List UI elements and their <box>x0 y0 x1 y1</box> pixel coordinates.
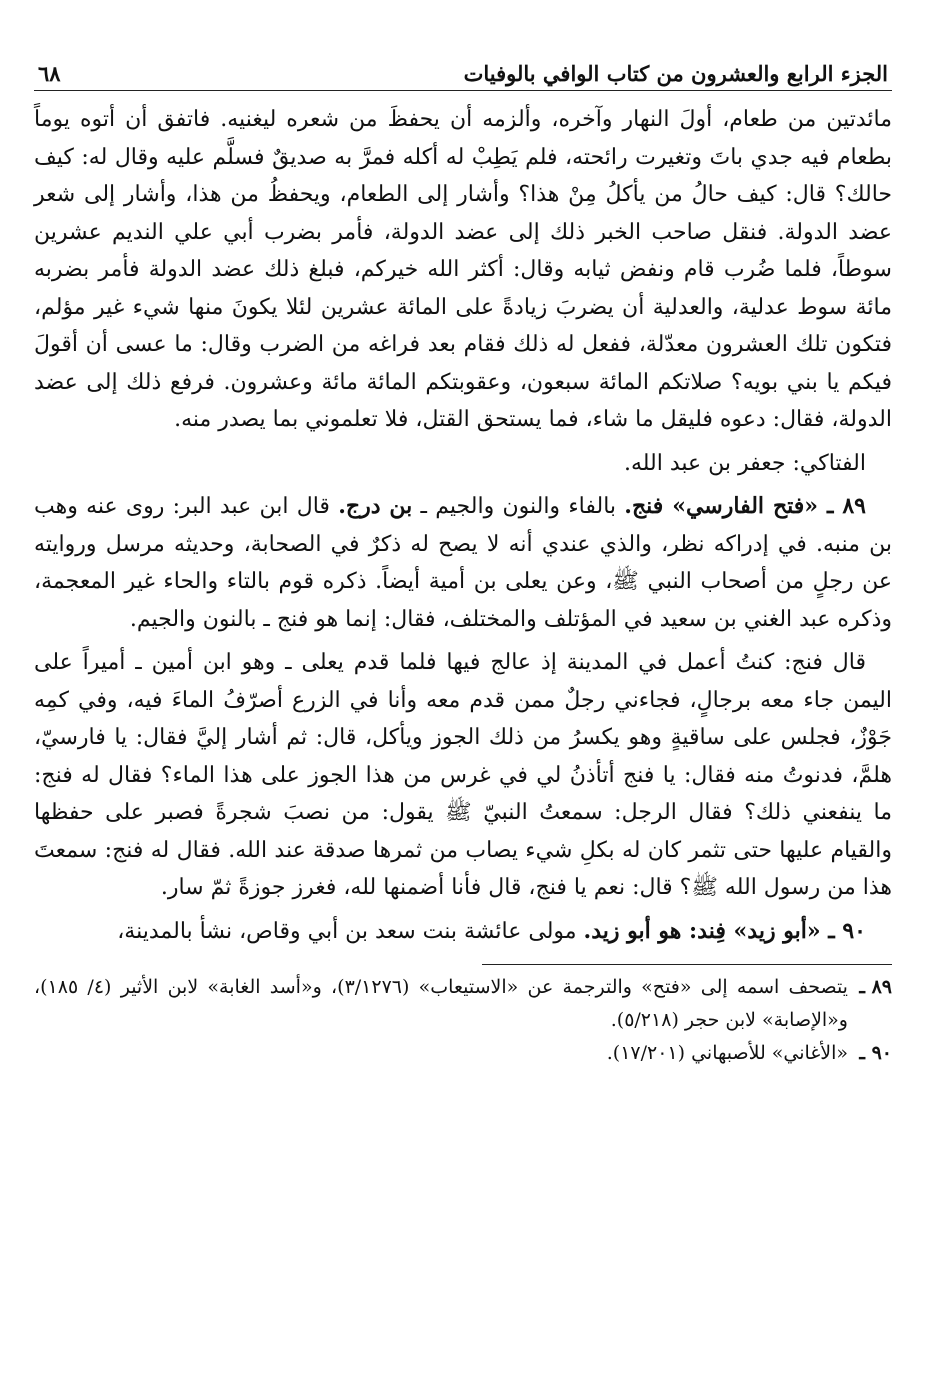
footnote-number: ٩٠ ـ <box>859 1042 892 1064</box>
entry-89-story: قال فنج: كنتُ أعمل في المدينة إذ عالج فيها فلما قدم يعلى ـ وهو ابن أمين ـ أميراً على اليمن جاء معه برجالٍ، فجاءني رجلٌ ممن قدم معه وأنا في الزرع أصرّفُ الماءَ فيه، وفي كمِه جَوْزٌ، فجلس على ساقيةٍ وهو يكسرُ من ذلك الجوز ويأكل، قال: ثم أشار إليَّ فقال: يا فارسيّ، هلمَّ، فدنوتُ منه فقال: يا فنج أتأذنُ لي في غرس من هذا الجوز على هذا الماء؟ فقال له فنج: ما ينفعني ذلك؟ فقال الرجل: سمعتُ النبيّ ﷺ يقول: من نصبَ شجرةً فصبر على حفظها والقيام عليها حتى تثمر كان له بكلِ شيء يصاب من ثمرها صدقة عند الله. فقال له فنج: سمعتَ هذا من رسول الله ﷺ؟ قال: نعم يا فنج، قال فأنا أضمنها لله، فغرز جوزةً ثمّ سار. <box>34 650 892 900</box>
entry-89-bold-name: بن درج. <box>338 493 413 519</box>
entry-89-after-heading: بالفاء والنون والجيم ـ <box>412 494 625 519</box>
footnote-divider <box>482 964 892 965</box>
running-title: الجزء الرابع والعشرون من كتاب الوافي بالوفيات <box>463 61 888 86</box>
entry-89-text: قال ابن عبد البر: روى عنه وهب بن منبه. في إدراكه نظر، والذي عندي أنه لا يصح له ذكرٌ في الصحابة، وحديثه مرسل وروايته عن رجلٍ من أصحاب النبي ﷺ، وعن يعلى بن أمية أيضاً. ذكره قوم بالتاء والحاء غير المعجمة، وذكره عبد الغني بن سعيد في المؤتلف والمختلف، فقال: إنما هو فنج ـ بالنون والجيم. <box>34 494 892 632</box>
entry-89-heading: ٨٩ ـ «فتح الفارسي» فنج. <box>624 493 866 519</box>
main-text <box>34 101 892 950</box>
book-page <box>34 50 892 1070</box>
page-header <box>34 50 892 91</box>
entry-90 <box>34 913 892 951</box>
footnote-text: «الأغاني» للأصبهاني (١٧/٢٠١). <box>606 1042 848 1064</box>
footnote-text: يتصحف اسمه إلى «فتح» والترجمة عن «الاستيعاب» (٣/١٢٧٦)، و«أسد الغابة» لابن الأثير (٤/ ١٨٥)، و«الإصابة» لابن حجر (٥/٢١٨). <box>34 976 848 1031</box>
paragraph-continuation: مائدتين من طعام، أولَ النهار وآخره، وألزمه أن يحفظَ من شعره ليغنيه. فاتفق أن أتوه يوماً بطعام فيه جدي باتَ وتغيرت رائحته، فلم يَطِبْ له أكله فمرَّ به صديقٌ فسلَّم عليه وقال له: كيف حالك؟ قال: كيف حالُ من يأكلُ مِنْ هذا؟ وأشار إلى الطعام، ويحفظُ من هذا، وأشار إلى شعر عضد الدولة. فنقل صاحب الخبر ذلك إلى عضد الدولة، فأمر بضرب أبي علي النديم عشرين سوطاً، فلما ضُرب قام ونفض ثيابه وقال: أكثر الله خيركم، فبلغ ذلك عضد الدولة فأمر بضربه مائة سوط عدلية، والعدلية أن يضربَ زيادةً على المائة عشرين لئلا يكونَ منها شيء غير مؤلم، فتكون تلك العشرون معدّلة، ففعل له ذلك فقام بعد فراغه من الضرب وقال: ما عسى أن أقولَ فيكم يا بني بويه؟ صلاتكم المائة سبعون، وعقوبتكم المائة مائة وعشرون. فرفع ذلك إلى عضد الدولة، فقال: دعوه فليقل ما شاء، فما يستحق القتل، فلا تعلموني بما يصدر منه. <box>34 107 892 432</box>
entry-90-heading: ٩٠ ـ «أبو زيد» فِند: هو أبو زيد. <box>583 917 866 944</box>
entry-89 <box>34 488 892 638</box>
footnote-89 <box>34 971 892 1037</box>
paragraph-fatakki: الفتاكي: جعفر بن عبد الله. <box>623 450 866 476</box>
entry-90-text: مولى عائشة بنت سعد بن أبي وقاص، نشأ بالمدينة، <box>117 918 584 944</box>
footnote-90 <box>34 1037 892 1070</box>
footnote-number: ٨٩ ـ <box>859 976 892 998</box>
page-number: ٦٨ <box>38 61 61 86</box>
footnotes <box>34 971 892 1070</box>
